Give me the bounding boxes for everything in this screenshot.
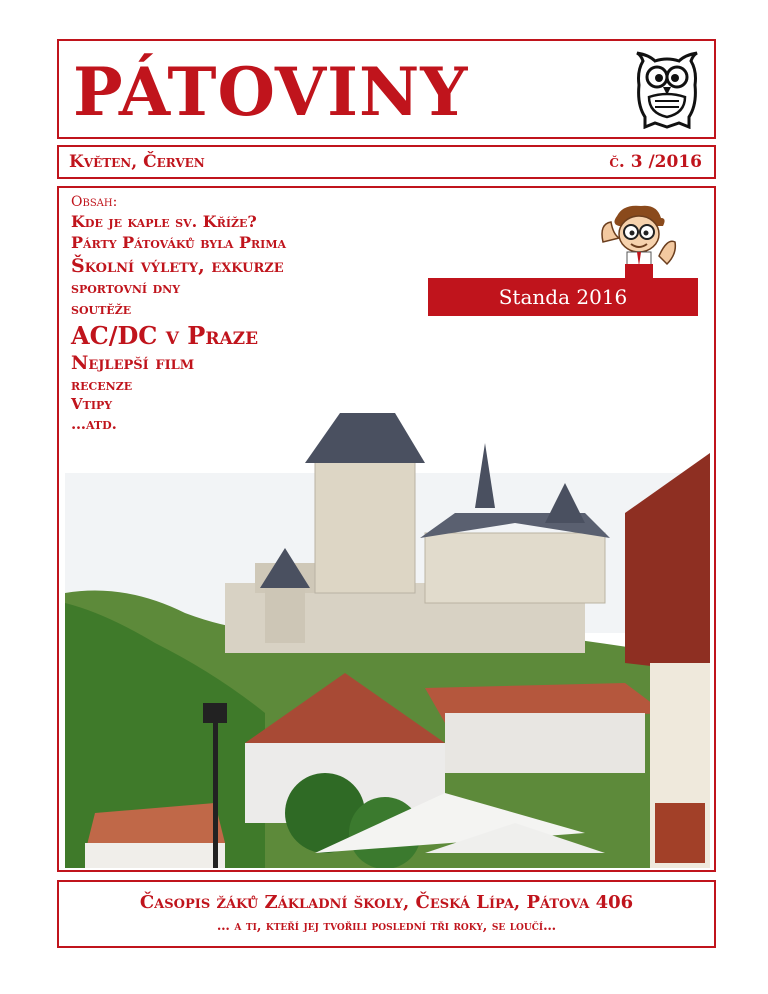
table-of-contents (71, 194, 286, 434)
issue-date: Květen, Červen (69, 152, 205, 172)
owl-icon (635, 51, 699, 129)
footer-title: Časopis žáků Základní školy, Česká Lípa, Pátova 406 (139, 892, 634, 913)
toc-item-sportovni-dny: sportovní dny (71, 278, 181, 298)
toc-item-recenze: recenze (71, 375, 133, 394)
cover-main (57, 186, 716, 872)
cartoon-boy-icon (597, 204, 683, 282)
toc-label: Obsah: (71, 194, 118, 210)
castle-photo (65, 413, 710, 868)
toc-item-vylety: Školní výlety, exkurze (71, 254, 284, 277)
footer-box (57, 880, 716, 948)
issue-number: č. 3 /2016 (609, 152, 702, 172)
footer-subtitle: … a ti, kteří jej tvořili poslední tři roky, se loučí… (216, 919, 557, 934)
masthead-title: PÁTOVINY (73, 53, 469, 131)
toc-item-vtipy: Vtipy (71, 395, 113, 414)
toc-item-acdc: AC/DC v Praze (71, 320, 259, 350)
issue-bar (57, 145, 716, 179)
masthead-box (57, 39, 716, 139)
toc-item-souteze: soutěže (71, 299, 132, 319)
toc-item-party: Párty Pátováků byla Prima (71, 232, 287, 252)
toc-item-kaple: Kde je kaple sv. Kříže? (71, 212, 257, 231)
feature-label: Standa 2016 (428, 278, 698, 316)
toc-item-atd: …atd. (71, 414, 117, 433)
toc-item-film: Nejlepší film (71, 352, 195, 375)
